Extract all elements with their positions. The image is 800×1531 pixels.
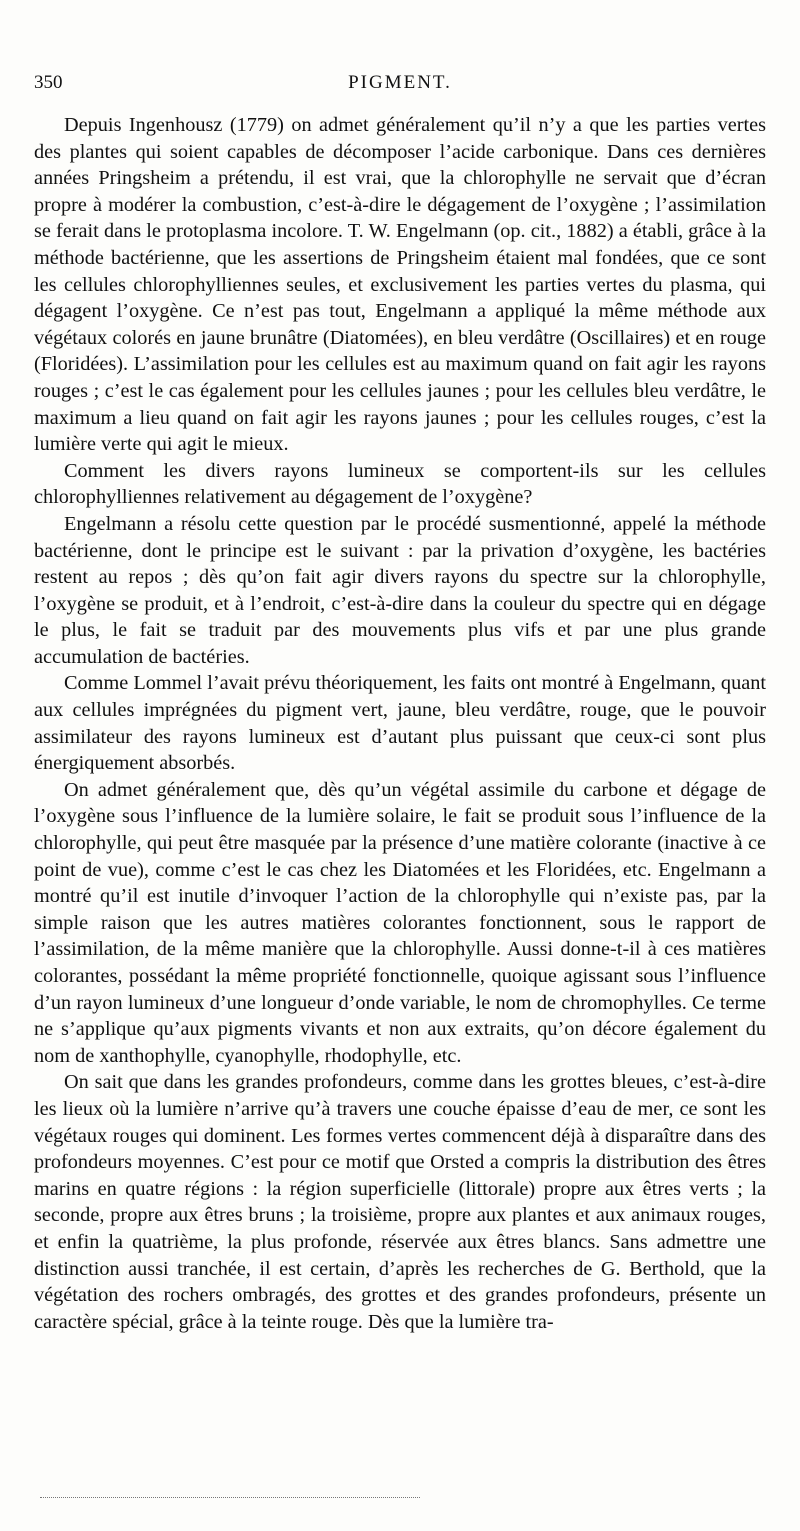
- running-title: PIGMENT.: [348, 72, 452, 93]
- page-number: 350: [34, 72, 63, 93]
- paragraph-lommel: Comme Lommel l’avait prévu théoriquement, les faits ont montré à Engelmann, quant aux cellules imprégnées du pigment vert, jaune, bleu verdâtre, rouge, que le pouvoir assimilateur des rayons lumineux est d’autant plus puissant que ceux-ci sont plus énergiquement absorbés.: [34, 672, 766, 775]
- footer-divider: [40, 1497, 420, 1498]
- paragraph-chromophylles: On admet généralement que, dès qu’un végétal assimile du carbone et dégage de l’oxygène sous l’influence de la lumière solaire, le fait se produit sous l’influence de la chlorophylle, qui peut être masquée par la présence d’une matière colorante (inactive à ce point de vue), comme c’est le cas chez les Diatomées et les Floridées, etc. Engelmann a montré qu’il est inutile d’invoquer l’action de la chlorophylle qui n’existe pas, par la simple raison que les autres matières colorantes fonctionnent, sous le rapport de l’assimilation, de la même manière que la chlorophylle. Aussi donne-t-il à ces matières colorantes, possédant la même propriété fonctionnelle, quoique agissant sous l’influence d’un rayon lumineux d’une longueur d’onde variable, le nom de chromophylles. Ce terme ne s’applique qu’aux pigments vivants et non aux extraits, qu’on décore également du nom de xanthophylle, cyanophylle, rhodophylle, etc.: [34, 778, 766, 1067]
- body-text: [34, 112, 766, 1335]
- running-head: [34, 72, 766, 102]
- paragraph-ingenhousz: Depuis Ingenhousz (1779) on admet généralement qu’il n’y a que les parties vertes des plantes qui soient capables de décomposer l’acide carbonique. Dans ces dernières années Pringsheim a prétendu, il est vrai, que la chlorophylle ne servait que d’écran propre à modérer la combustion, c’est-à-dire le dégagement de l’oxygène ; l’assimilation se ferait dans le protoplasma incolore. T. W. Engelmann (op. cit., 1882) a établi, grâce à la méthode bactérienne, que les assertions de Pringsheim étaient mal fondées, que ce sont les cellules chlorophylliennes seules, et exclusivement les parties vertes du plasma, qui dégagent l’oxygène. Ce n’est pas tout, Engelmann a appliqué la même méthode aux végétaux colorés en jaune brunâtre (Diatomées), en bleu verdâtre (Oscillaires) et en rouge (Floridées). L’assimilation pour les cellules est au maximum quand on fait agir les rayons rouges ; c’est le cas également pour les cellules jaunes ; pour les cellules bleu verdâtre, le maximum a lieu quand on fait agir les rayons jaunes ; pour les cellules rouges, c’est la lumière verte qui agit le mieux.: [34, 114, 766, 456]
- paragraph-depths: On sait que dans les grandes profondeurs, comme dans les grottes bleues, c’est-à-dire les lieux où la lumière n’arrive qu’à travers une couche épaisse d’eau de mer, ce sont les végétaux rouges qui dominent. Les formes vertes commencent déjà à disparaître dans des profondeurs moyennes. C’est pour ce motif que Orsted a compris la distribution des êtres marins en quatre régions : la région superficielle (littorale) propre aux êtres verts ; la seconde, propre aux êtres bruns ; la troisième, propre aux plantes et aux animaux rouges, et enfin la quatrième, la plus profonde, réservée aux êtres blancs. Sans admettre une distinction aussi tranchée, il est certain, d’après les recherches de G. Berthold, que la végétation des rochers ombragés, des grottes et des grandes profondeurs, présente un caractère spécial, grâce à la teinte rouge. Dès que la lumière tra-: [34, 1071, 766, 1333]
- paragraph-question: Comment les divers rayons lumineux se comportent-ils sur les cellules chlorophylliennes relativement au dégagement de l’oxygène?: [34, 459, 766, 509]
- paragraph-bacterial-method: Engelmann a résolu cette question par le procédé susmentionné, appelé la méthode bactérienne, dont le principe est le suivant : par la privation d’oxygène, les bactéries restent au repos ; dès qu’on fait agir divers rayons du spectre sur la chlorophylle, l’oxygène se produit, et à l’endroit, c’est-à-dire dans la couleur du spectre qui en dégage le plus, le fait se traduit par des mouvements plus vifs et par une plus grande accumulation de bactéries.: [34, 512, 766, 668]
